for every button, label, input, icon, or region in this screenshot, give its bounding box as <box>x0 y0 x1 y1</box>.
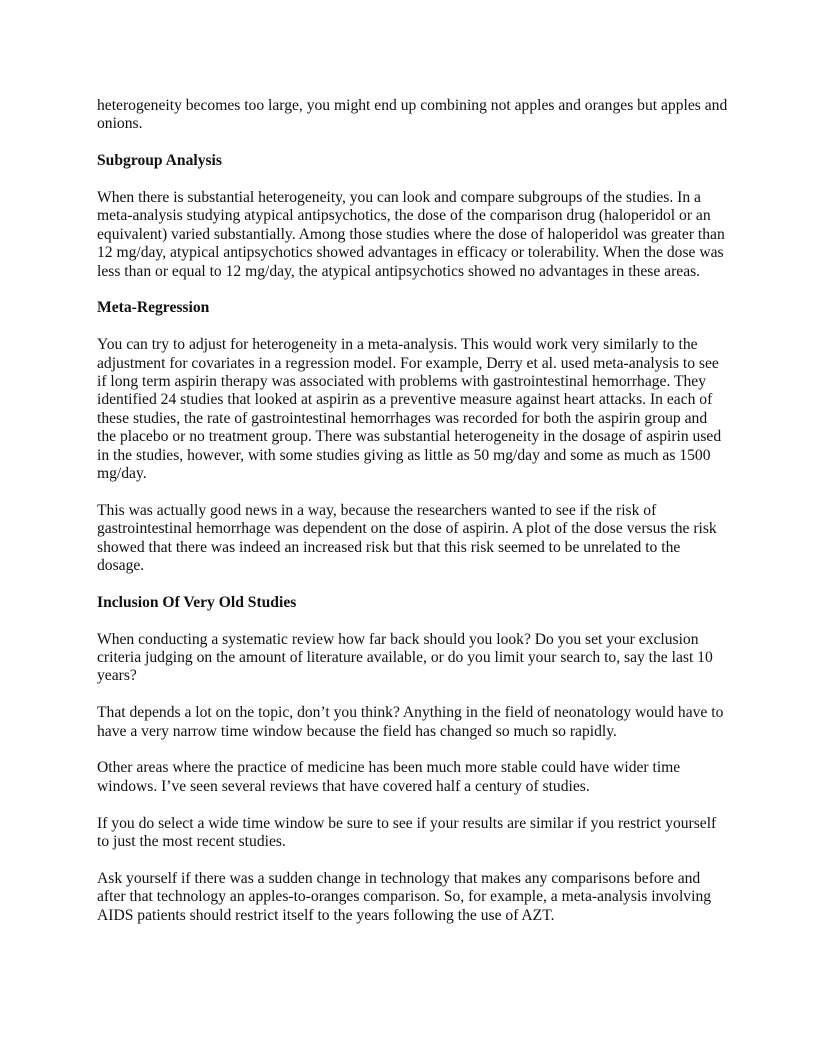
paragraph-aspirin-dose: This was actually good news in a way, because the researchers wanted to see if the risk of gastrointestinal hemorrhage was dependent on the dose of aspirin. A plot of the dose versus the risk showed that there was indeed an increased risk but that this risk seemed to be unrelated to the dosage. <box>97 501 717 575</box>
paragraph-subgroup-analysis: When there is substantial heterogeneity, you can look and compare subgroups of the studies. In a meta-analysis studying atypical antipsychotics, the dose of the comparison drug (haloperidol or an equivalent) varied substantially. Among those studies where the dose of haloperidol was greater than 12 mg/day, atypical antipsychotics showed advantages in efficacy or tolerability. When the dose was less than or equal to 12 mg/day, the atypical antipsychotics showed no advantages in these areas. <box>97 189 725 280</box>
document-page <box>97 97 729 925</box>
paragraph-technology-change: Ask yourself if there was a sudden change in technology that makes any comparisons before and after that technology an apples-to-oranges comparison. So, for example, a meta-analysis involving AIDS patients should restrict itself to the years following the use of AZT. <box>97 869 712 924</box>
paragraph-meta-regression: You can try to adjust for heterogeneity in a meta-analysis. This would work very similarly to the adjustment for covariates in a regression model. For example, Derry et al. used meta-analysis to see if long term aspirin therapy was associated with problems with gastrointestinal hemorrhage. They identified 24 studies that looked at aspirin as a preventive measure against heart attacks. In each of these studies, the rate of gastrointestinal hemorrhages was recorded for both the aspirin group and the placebo or no treatment group. There was substantial heterogeneity in the dosage of aspirin used in the studies, however, with some studies giving as little as 50 mg/day and some as much as 1500 mg/day. <box>97 336 722 483</box>
heading-meta-regression: Meta-Regression <box>97 299 210 317</box>
heading-old-studies: Inclusion Of Very Old Studies <box>97 593 297 611</box>
paragraph-how-far-back: When conducting a systematic review how far back should you look? Do you set your exclusion criteria judging on the amount of literature available, or do you limit your search to, say the last 10 years? <box>97 630 713 685</box>
paragraph-heterogeneity-continued: heterogeneity becomes too large, you might end up combining not apples and oranges but apples and onions. <box>97 97 728 133</box>
paragraph-wide-window: If you do select a wide time window be sure to see if your results are similar if you restrict yourself to just the most recent studies. <box>97 814 717 851</box>
paragraph-stable-areas: Other areas where the practice of medicine has been much more stable could have wider time windows. I’ve seen several reviews that have covered half a century of studies. <box>97 759 681 795</box>
heading-subgroup-analysis: Subgroup Analysis <box>97 152 222 170</box>
paragraph-neonatology: That depends a lot on the topic, don’t you think? Anything in the field of neonatology would have to have a very narrow time window because the field has changed so much so rapidly. <box>97 704 724 740</box>
